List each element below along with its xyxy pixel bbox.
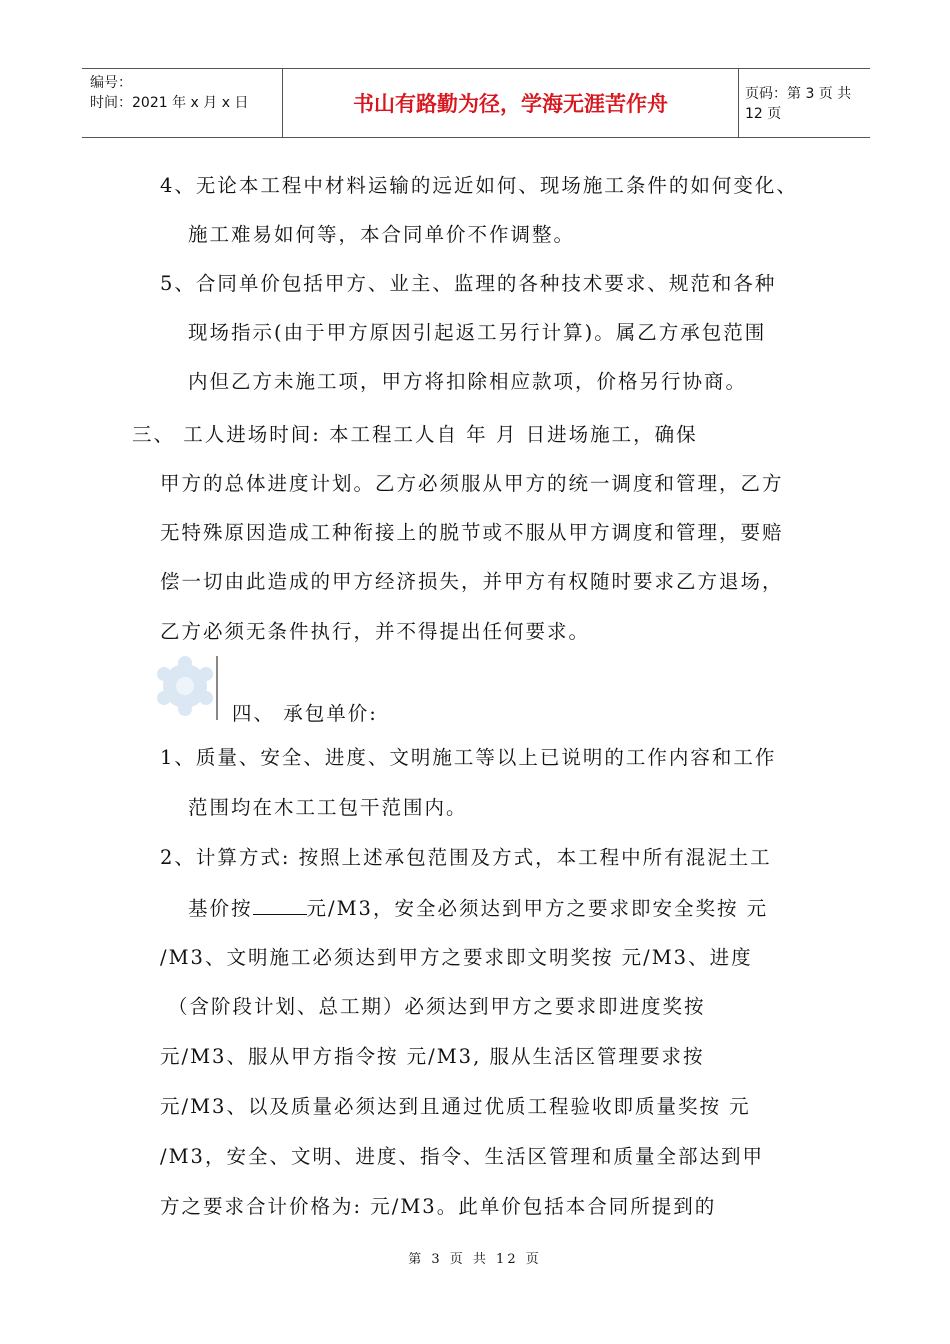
text-line xyxy=(188,894,768,923)
header-meta xyxy=(82,69,282,137)
time-label: 时间：2021 年 x 月 x 日 xyxy=(90,95,249,111)
text-fragment: 元/M3，安全必须达到甲方之要求即安全奖按 元 xyxy=(306,897,769,920)
text-line: 元/M3、以及质量必须达到且通过优质工程验收即质量奖按 元 xyxy=(160,1095,751,1118)
text-line: /M3、文明施工必须达到甲方之要求即文明奖按 元/M3、进度 xyxy=(160,946,753,969)
text-line: 乙方必须无条件执行，并不得提出任何要求。 xyxy=(160,620,591,643)
text-line: 施工难易如何等，本合同单价不作调整。 xyxy=(188,223,576,246)
section-heading: 四、 承包单价: xyxy=(232,702,378,725)
snowflake-watermark-icon xyxy=(150,655,220,717)
fill-in-blank xyxy=(253,894,307,915)
document-header xyxy=(82,68,870,138)
page-footer: 第 3 页 共 12 页 xyxy=(408,1252,542,1267)
text-line: 元/M3、服从甲方指令按 元/M3, 服从生活区管理要求按 xyxy=(160,1045,705,1068)
section-heading: 三、 工人进场时间: 本工程工人自 年 月 日进场施工，确保 xyxy=(132,423,698,446)
text-line: 甲方的总体进度计划。乙方必须服从甲方的统一调度和管理，乙方 xyxy=(160,472,784,495)
text-line: 现场指示(由于甲方原因引起返工另行计算)。属乙方承包范围 xyxy=(188,321,767,344)
text-line: 无特殊原因造成工种衔接上的脱节或不服从甲方调度和管理，要赔 xyxy=(160,521,784,544)
text-line: 内但乙方未施工项，甲方将扣除相应款项，价格另行协商。 xyxy=(188,370,748,393)
text-fragment: 基价按 xyxy=(188,897,253,920)
margin-bar xyxy=(216,656,218,720)
header-motto: 书山有路勤为径，学海无涯苦作舟 xyxy=(353,92,668,116)
text-line: /M3，安全、文明、进度、指令、生活区管理和质量全部达到甲 xyxy=(160,1145,764,1168)
text-line: 5、合同单价包括甲方、业主、监理的各种技术要求、规范和各种 xyxy=(160,272,777,295)
text-line: 4、无论本工程中材料运输的远近如何、现场施工条件的如何变化、 xyxy=(160,174,798,197)
text-line: 偿一切由此造成的甲方经济损失，并甲方有权随时要求乙方退场， xyxy=(160,570,784,593)
header-page-info: 页码：第 3 页 共 12 页 xyxy=(745,86,852,122)
text-line: 范围均在木工工包干范围内。 xyxy=(188,796,468,819)
text-line: 方之要求合计价格为: 元/M3。此单价包括本合同所提到的 xyxy=(160,1195,717,1218)
number-label: 编号： xyxy=(90,75,132,91)
text-line: （含阶段计划、总工期）必须达到甲方之要求即进度奖按 xyxy=(168,995,706,1018)
text-line: 1、质量、安全、进度、文明施工等以上已说明的工作内容和工作 xyxy=(160,746,777,769)
text-line: 2、计算方式: 按照上述承包范围及方式，本工程中所有混泥土工 xyxy=(160,846,772,869)
